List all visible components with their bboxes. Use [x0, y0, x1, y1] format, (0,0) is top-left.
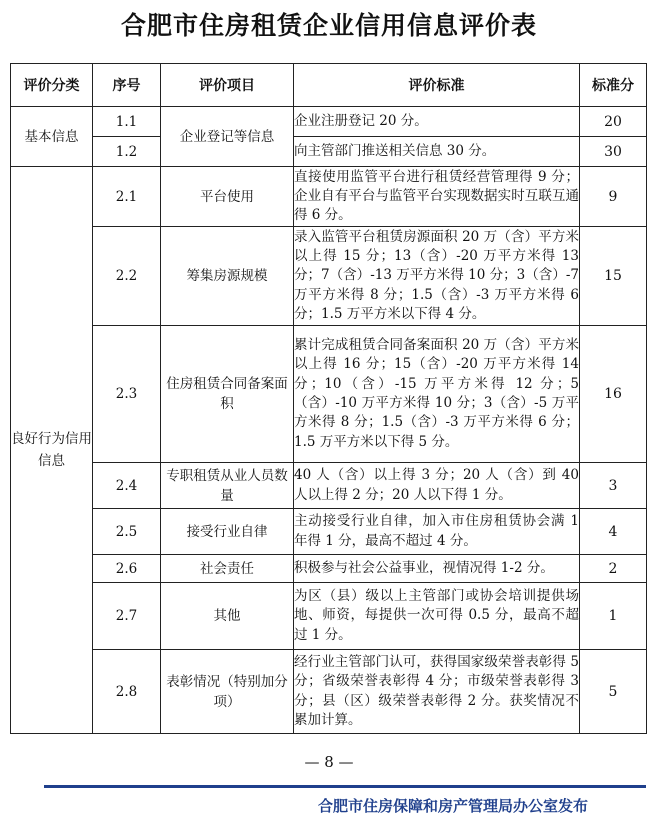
- score-cell: 3: [580, 463, 647, 509]
- item-cell: 社会责任: [161, 555, 294, 583]
- table-row: [11, 137, 647, 167]
- table-row: [11, 227, 647, 326]
- table-row: [11, 107, 647, 137]
- standard-cell: 向主管部门推送相关信息 30 分。: [294, 137, 580, 167]
- table-row: [11, 583, 647, 650]
- item-cell: 住房租赁合同备案面积: [161, 326, 294, 463]
- standard-cell: 40 人（含）以上得 3 分；20 人（含）到 40 人以上得 2 分；20 人以下得 1 分。: [294, 463, 580, 509]
- page-number: — 8 —: [304, 753, 354, 771]
- item-cell: 企业登记等信息: [161, 107, 294, 167]
- document-title: 合肥市住房租赁企业信用信息评价表: [120, 11, 537, 40]
- standard-cell: 积极参与社会公益事业，视情况得 1-2 分。: [294, 555, 580, 583]
- table-row: [11, 463, 647, 509]
- standard-cell: 直接使用监管平台进行租赁经营管理得 9 分；企业自有平台与监管平台实现数据实时互联互通得 6 分。: [294, 167, 580, 227]
- item-cell: 其他: [161, 583, 294, 650]
- table-row: [11, 326, 647, 463]
- table-row: [11, 555, 647, 583]
- item-cell: 筹集房源规模: [161, 227, 294, 326]
- standard-cell: 录入监管平台租赁房源面积 20 万（含）平方米以上得 15 分；13（含）-20 万平方米得 13 分；7（含）-13 万平方米得 10 分；3（含）-7 万平方米得 8 分；1.5（含）-3 万平方米得 6 分；1.5 万平方米以下得 4 分。: [294, 227, 580, 326]
- row-number: 2.5: [93, 509, 161, 555]
- publisher-footer: 合肥市住房保障和房产管理局办公室发布: [317, 797, 588, 815]
- header-no: 序号: [93, 64, 161, 107]
- header-standard: 评价标准: [294, 64, 580, 107]
- category-cell: 基本信息: [11, 107, 93, 167]
- footer-divider: [44, 785, 646, 788]
- row-number: 2.1: [93, 167, 161, 227]
- row-number: 2.6: [93, 555, 161, 583]
- standard-cell: 企业注册登记 20 分。: [294, 107, 580, 137]
- row-number: 2.2: [93, 227, 161, 326]
- header-category: 评价分类: [11, 64, 93, 107]
- item-cell: 专职租赁从业人员数量: [161, 463, 294, 509]
- standard-cell: 经行业主管部门认可，获得国家级荣誉表彰得 5 分；省级荣誉表彰得 4 分；市级荣誉表彰得 3 分；县（区）级荣誉表彰得 2 分。获奖情况不累加计算。: [294, 650, 580, 734]
- table-header-row: [11, 64, 647, 107]
- item-cell: 接受行业自律: [161, 509, 294, 555]
- standard-cell: 主动接受行业自律，加入市住房租赁协会满 1 年得 1 分，最高不超过 4 分。: [294, 509, 580, 555]
- row-number: 2.3: [93, 326, 161, 463]
- header-item: 评价项目: [161, 64, 294, 107]
- score-cell: 9: [580, 167, 647, 227]
- category-cell: 良好行为信用信息: [11, 167, 93, 734]
- item-cell: 平台使用: [161, 167, 294, 227]
- row-number: 1.1: [93, 107, 161, 137]
- standard-cell: 为区（县）级以上主管部门或协会培训提供场地、师资，每提供一次可得 0.5 分，最高不超过 1 分。: [294, 583, 580, 650]
- row-number: 2.4: [93, 463, 161, 509]
- table-row: [11, 650, 647, 734]
- standard-cell: 累计完成租赁合同备案面积 20 万（含）平方米以上得 16 分；15（含）-20 万平方米得 14 分；10（含）-15 万平方米得 12 分；5（含）-10 万平方米得 10 分；3（含）-5 万平方米得 8 分；1.5（含）-3 万平方米得 6 分；1.5 万平方米以下得 5 分。: [294, 326, 580, 463]
- score-cell: 5: [580, 650, 647, 734]
- item-cell: 表彰情况（特别加分项）: [161, 650, 294, 734]
- score-cell: 20: [580, 107, 647, 137]
- score-cell: 4: [580, 509, 647, 555]
- score-cell: 2: [580, 555, 647, 583]
- table-row: [11, 509, 647, 555]
- evaluation-table: [10, 63, 647, 734]
- row-number: 1.2: [93, 137, 161, 167]
- row-number: 2.8: [93, 650, 161, 734]
- score-cell: 16: [580, 326, 647, 463]
- row-number: 2.7: [93, 583, 161, 650]
- score-cell: 30: [580, 137, 647, 167]
- score-cell: 15: [580, 227, 647, 326]
- score-cell: 1: [580, 583, 647, 650]
- table-row: [11, 167, 647, 227]
- header-score: 标准分: [580, 64, 647, 107]
